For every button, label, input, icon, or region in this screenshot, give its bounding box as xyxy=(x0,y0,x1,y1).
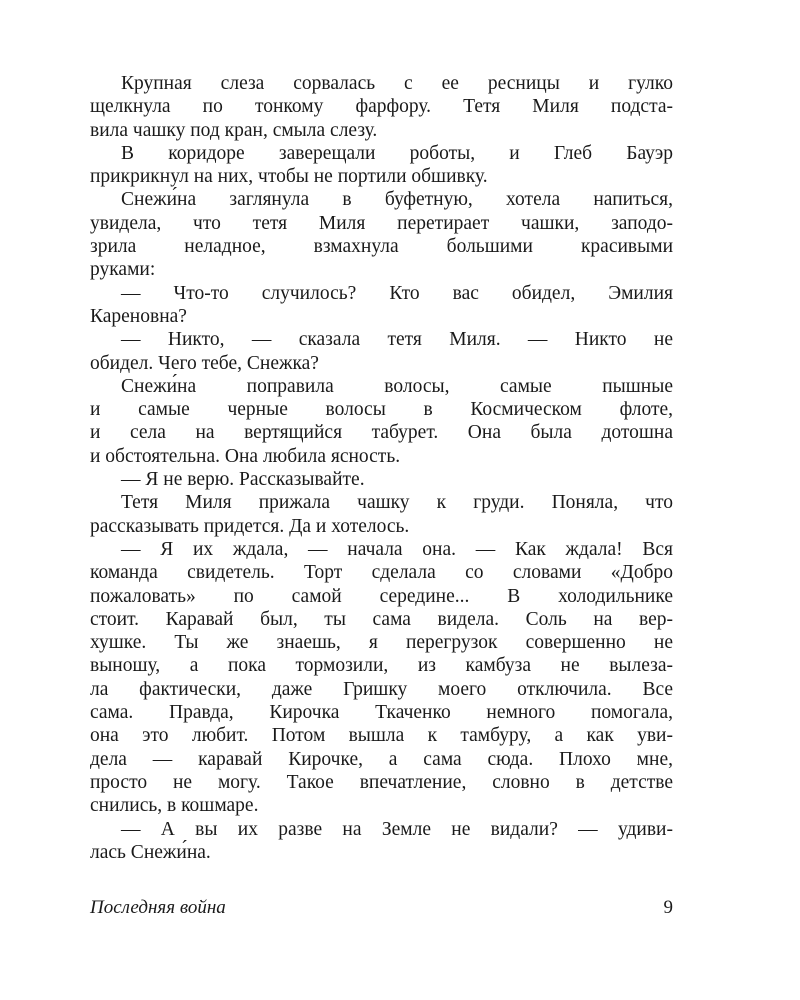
body-text xyxy=(90,72,673,864)
text-line: рассказывать придется. Да и хотелось. xyxy=(90,515,410,537)
text-line: обидел. Чего тебе, Снежка? xyxy=(90,352,319,374)
text-line: хушке. Ты же знаешь, я перегрузок совершенно не xyxy=(90,632,673,654)
text-line: Снежи́на заглянула в буфетную, хотела напиться, xyxy=(121,189,673,211)
text-line: Крупная слеза сорвалась с ее ресницы и гулко xyxy=(121,73,673,94)
text-line: Тетя Миля прижала чашку к груди. Поняла, что xyxy=(121,492,673,514)
text-line: сама. Правда, Кирочка Ткаченко немного помогала, xyxy=(90,702,673,724)
text-line: — Я их ждала, — начала она. — Как ждала! Вся xyxy=(121,538,673,560)
text-line: лась Снежи́на. xyxy=(90,841,211,863)
text-line: снились, в кошмаре. xyxy=(90,795,259,817)
text-line: стоит. Каравай был, ты сама видела. Соль на вер- xyxy=(90,608,673,630)
text-line: выношу, а пока тормозили, из камбуза не вылеза- xyxy=(90,655,673,677)
page-number: 9 xyxy=(663,897,673,918)
text-line: Снежи́на поправила волосы, самые пышные xyxy=(121,375,673,397)
text-line: — Я не верю. Рассказывайте. xyxy=(121,469,365,491)
text-line: — Что-то случилось? Кто вас обидел, Эмилия xyxy=(121,282,673,304)
text-line: просто не могу. Такое впечатление, словно в детстве xyxy=(90,771,673,793)
text-line: команда свидетель. Торт сделала со словами «Добро xyxy=(90,562,673,584)
text-line: прикрикнул на них, чтобы не портили обшивку. xyxy=(90,166,488,188)
text-line: руками: xyxy=(90,259,156,281)
text-line: она это любит. Потом вышла к тамбуру, а как уви- xyxy=(90,725,673,747)
text-line: щелкнула по тонкому фарфору. Тетя Миля подста- xyxy=(90,96,673,118)
text-line: увидела, что тетя Миля перетирает чашки, заподо- xyxy=(90,212,673,234)
text-line: ла фактически, даже Гришку моего отключила. Все xyxy=(90,678,673,700)
text-line: зрила неладное, взмахнула большими красивыми xyxy=(90,236,673,258)
text-line: и самые черные волосы в Космическом флоте, xyxy=(90,399,673,421)
text-line: — Никто, — сказала тетя Миля. — Никто не xyxy=(121,329,673,351)
text-line: и села на вертящийся табурет. Она была дотошна xyxy=(90,422,673,444)
text-line: вила чашку под кран, смыла слезу. xyxy=(90,119,378,141)
page-footer xyxy=(90,895,673,921)
text-line: пожаловать» по самой середине... В холодильнике xyxy=(90,585,673,607)
text-line: В коридоре заверещали роботы, и Глеб Бауэр xyxy=(121,142,673,164)
running-title: Последняя война xyxy=(90,897,226,918)
text-line: дела — каравай Кирочке, а сама сюда. Плохо мне, xyxy=(90,748,673,770)
text-line: Кареновна? xyxy=(90,305,187,327)
text-line: и обстоятельна. Она любила ясность. xyxy=(90,445,401,467)
text-line: — А вы их разве на Земле не видали? — удиви- xyxy=(121,818,673,840)
